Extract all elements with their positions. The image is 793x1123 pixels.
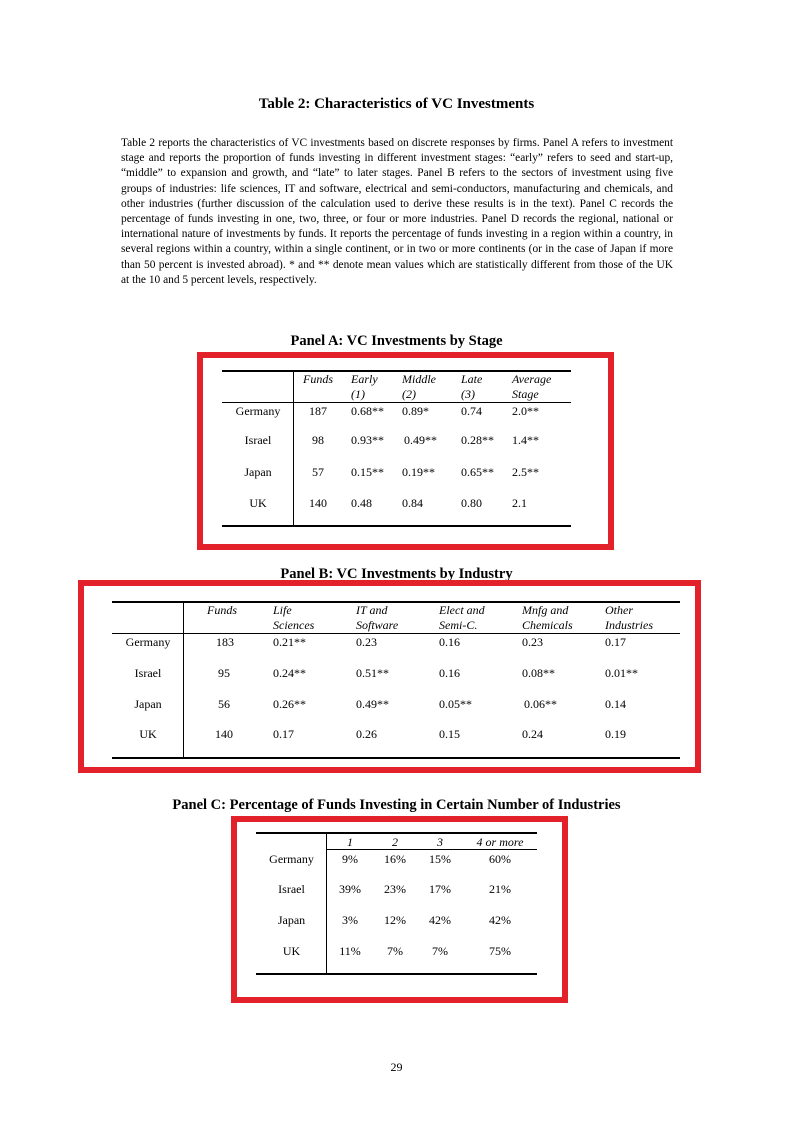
panel-b-cell: 0.01** <box>605 666 638 680</box>
panel-b-header-it: IT and <box>356 603 388 617</box>
panel-b-header-life: Life <box>273 603 292 617</box>
panel-a-cell: 140 <box>309 496 327 510</box>
panel-a-header-late-sub: (3) <box>461 387 475 401</box>
panel-c-cell: 39% <box>339 882 361 896</box>
panel-c-cell: 3% <box>342 913 358 927</box>
panel-b-cell: 0.26** <box>273 697 306 711</box>
panel-c-bottom-rule <box>256 973 537 975</box>
panel-b-header-it-sub: Software <box>356 618 399 632</box>
panel-c-row-label: UK <box>282 944 301 958</box>
panel-b-header-elect: Elect and <box>439 603 485 617</box>
panel-a-title: Panel A: VC Investments by Stage <box>290 333 503 349</box>
panel-c-title: Panel C: Percentage of Funds Investing in Certain Number of Industries <box>172 797 621 813</box>
panel-c-cell: 21% <box>489 882 511 896</box>
panel-a-cell: 0.28** <box>461 433 494 447</box>
panel-b-cell: 0.24 <box>522 727 543 741</box>
panel-b-header-elect-sub: Semi-C. <box>439 618 478 632</box>
panel-b-cell: 0.24** <box>273 666 306 680</box>
panel-b-cell: 0.23 <box>356 635 377 649</box>
panel-a-header-early: Early <box>351 372 378 386</box>
panel-b-row-label: Germany <box>125 635 171 649</box>
panel-b-cell: 0.05** <box>439 697 472 711</box>
panel-a-header-funds: Funds <box>303 372 333 386</box>
panel-a-cell: 2.0** <box>512 404 539 418</box>
page-number: 29 <box>390 1060 403 1074</box>
panel-b-header-mnfg: Mnfg and <box>522 603 569 617</box>
panel-a-cell: 0.93** <box>351 433 384 447</box>
panel-b-cell: 0.19 <box>605 727 626 741</box>
panel-a-cell: 0.89* <box>402 404 429 418</box>
panel-a-header-early-sub: (1) <box>351 387 365 401</box>
panel-c-row-label: Israel <box>278 882 305 896</box>
panel-b-cell: 140 <box>215 727 233 741</box>
panel-b-cell: 0.23 <box>522 635 543 649</box>
table-caption: Table 2 reports the characteristics of VC investments based on discrete responses by firms. Panel A refers to investment stage and reports the proportion of funds investing in different investment stages: “early” refers to seed and start-up, “middle” to expansion and growth, and “late” to later stages. Panel B refers to the sectors of investment using five groups of industries: life sciences, IT and software, electrical and semi-conductors, manufacturing and chemicals, and other industries (further discussion of the calculation used to derive these results is in the text). Panel C records the percentage of funds investing in one, two, three, or four or more industries. Panel D records the regional, national or international nature of investments by funds. It reports the percentage of funds investing in a region within a country, in several regions within a country, within a single continent, or in two or more continents (or in the case of Japan if more than 50 percent is invested abroad). * and ** denote mean values which are statistically different from those of the UK at the 10 and 5 percent levels, respectively. <box>121 137 673 286</box>
panel-b-cell: 0.14 <box>605 697 626 711</box>
panel-c-cell: 16% <box>384 852 406 866</box>
panel-a-cell: 2.1 <box>512 496 527 510</box>
panel-a-cell: 57 <box>312 465 324 479</box>
panel-a-cell: 2.5** <box>512 465 539 479</box>
panel-a-cell: 0.68** <box>351 404 384 418</box>
panel-a-cell: 1.4** <box>512 433 539 447</box>
panel-b-header-life-sub: Sciences <box>273 618 315 632</box>
panel-c-cell: 42% <box>489 913 511 927</box>
panel-a-row-label: Israel <box>244 433 272 447</box>
panel-a-row-label: Germany <box>235 404 281 418</box>
panel-b-cell: 183 <box>216 635 234 649</box>
panel-b-header-other-sub: Industries <box>605 618 653 632</box>
panel-b-cell: 0.51** <box>356 666 389 680</box>
panel-a-cell: 0.74 <box>461 404 482 418</box>
panel-c-cell: 75% <box>489 944 511 958</box>
panel-c-header-4-or-more: 4 or more <box>476 835 524 849</box>
panel-a-header-late: Late <box>461 372 483 386</box>
panel-c-cell: 12% <box>384 913 406 927</box>
panel-a-row-label: Japan <box>244 465 272 479</box>
panel-c-cell: 23% <box>384 882 406 896</box>
panel-b-cell: 0.21** <box>273 635 306 649</box>
panel-a-header-average: Average <box>512 372 552 386</box>
panel-b-cell: 0.26 <box>356 727 377 741</box>
panel-b-cell: 0.17 <box>605 635 626 649</box>
panel-a-cell: 0.49** <box>404 433 437 447</box>
panel-b-cell: 0.06** <box>524 697 557 711</box>
panel-b-header-funds: Funds <box>207 603 237 617</box>
panel-a-cell: 0.84 <box>402 496 423 510</box>
panel-b-row-label: Japan <box>134 697 162 711</box>
panel-b-row-label: Israel <box>134 666 162 680</box>
panel-c-cell: 7% <box>432 944 448 958</box>
panel-b-cell: 95 <box>218 666 230 680</box>
panel-a-cell: 187 <box>309 404 327 418</box>
panel-c-header-2: 2 <box>392 835 398 849</box>
panel-a-cell: 0.80 <box>461 496 482 510</box>
panel-b-cell: 0.17 <box>273 727 294 741</box>
panel-b-cell: 0.15 <box>439 727 460 741</box>
panel-a-cell: 0.19** <box>402 465 435 479</box>
panel-a-header-middle: Middle <box>402 372 436 386</box>
panel-b-header-mnfg-sub: Chemicals <box>522 618 573 632</box>
panel-c-row-label: Germany <box>269 852 314 866</box>
panel-c-cell: 15% <box>429 852 451 866</box>
panel-c-top-rule <box>256 832 537 834</box>
panel-c-cell: 42% <box>429 913 451 927</box>
panel-b-header-other: Other <box>605 603 633 617</box>
panel-c-cell: 60% <box>489 852 511 866</box>
panel-a-header-average-sub: Stage <box>512 387 539 401</box>
panel-a-cell: 0.65** <box>461 465 494 479</box>
panel-a-header-middle-sub: (2) <box>402 387 416 401</box>
panel-b-title: Panel B: VC Investments by Industry <box>280 566 513 582</box>
panel-b-cell: 0.49** <box>356 697 389 711</box>
panel-c-header-3: 3 <box>437 835 443 849</box>
panel-a-cell: 98 <box>312 433 324 447</box>
panel-b-cell: 0.16 <box>439 635 460 649</box>
panel-a-row-label: UK <box>249 496 267 510</box>
panel-c-header-1: 1 <box>347 835 353 849</box>
panel-c-cell: 11% <box>339 944 361 958</box>
panel-c-cell: 7% <box>387 944 403 958</box>
table-title: Table 2: Characteristics of VC Investments <box>258 96 535 112</box>
panel-a-cell: 0.48 <box>351 496 372 510</box>
panel-b-row-label: UK <box>139 727 157 741</box>
panel-c-row-label: Japan <box>277 913 306 927</box>
panel-b-cell: 56 <box>218 697 230 711</box>
panel-b-cell: 0.16 <box>439 666 460 680</box>
panel-c-cell: 9% <box>342 852 358 866</box>
panel-c-cell: 17% <box>429 882 451 896</box>
panel-b-cell: 0.08** <box>522 666 555 680</box>
panel-a-cell: 0.15** <box>351 465 384 479</box>
